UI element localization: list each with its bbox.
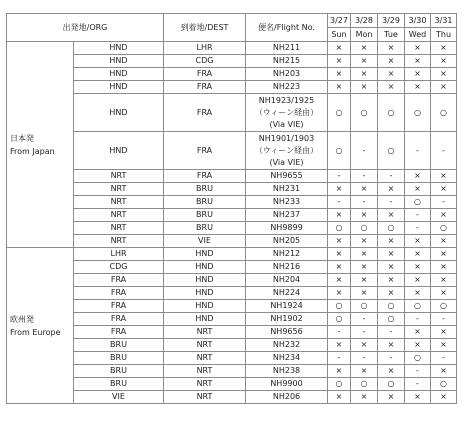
destination-cell: BRU xyxy=(164,183,246,196)
flight-no-cell xyxy=(246,94,328,132)
status-mark: × xyxy=(351,339,378,352)
flight-no-cell xyxy=(246,81,328,94)
status-mark: × xyxy=(351,209,378,222)
flight-status-table-container xyxy=(6,13,453,404)
status-mark: × xyxy=(431,209,457,222)
status-mark: - xyxy=(328,352,351,365)
flight-no-line: (Via VIE) xyxy=(269,119,304,129)
status-mark: ○ xyxy=(431,378,457,391)
region-label-line: 日本発 xyxy=(10,133,34,143)
status-mark: × xyxy=(351,287,378,300)
flight-no-cell xyxy=(246,378,328,391)
flight-no-line: NH203 xyxy=(272,69,301,78)
flight-no-cell xyxy=(246,183,328,196)
status-mark: × xyxy=(431,326,457,339)
flight-no-cell xyxy=(246,170,328,183)
destination-cell: NRT xyxy=(164,378,246,391)
destination-cell: NRT xyxy=(164,391,246,404)
status-mark: - xyxy=(328,196,351,209)
origin-cell: LHR xyxy=(74,248,164,261)
table-row xyxy=(7,196,457,209)
table-row xyxy=(7,68,457,81)
origin-cell: NRT xyxy=(74,170,164,183)
flight-no-cell xyxy=(246,287,328,300)
table-row xyxy=(7,339,457,352)
flight-no-line: NH215 xyxy=(272,56,301,65)
flight-no-line: NH9899 xyxy=(270,223,303,232)
origin-cell: HND xyxy=(74,42,164,55)
flight-no-line: NH233 xyxy=(272,197,301,206)
region-label-line: 欧州発 xyxy=(10,314,34,324)
flight-no-cell xyxy=(246,42,328,55)
destination-cell: VIE xyxy=(164,235,246,248)
status-mark: × xyxy=(351,365,378,378)
status-mark: × xyxy=(328,365,351,378)
flight-no-line: NH9656 xyxy=(270,327,303,336)
status-mark: - xyxy=(405,209,431,222)
destination-cell: NRT xyxy=(164,365,246,378)
status-mark: × xyxy=(405,170,431,183)
flight-no-line: （ウィーン経由） xyxy=(254,145,319,155)
status-mark: × xyxy=(351,235,378,248)
status-mark: - xyxy=(351,170,378,183)
status-mark: - xyxy=(378,170,405,183)
status-mark: ○ xyxy=(351,300,378,313)
destination-cell: FRA xyxy=(164,94,246,132)
status-mark: ○ xyxy=(378,300,405,313)
status-mark: × xyxy=(328,287,351,300)
status-mark: × xyxy=(431,365,457,378)
header-date: 3/30 xyxy=(405,14,431,28)
status-mark: × xyxy=(378,365,405,378)
flight-status-table xyxy=(6,13,457,404)
status-mark: × xyxy=(431,42,457,55)
status-mark: × xyxy=(405,81,431,94)
origin-cell: FRA xyxy=(74,300,164,313)
status-mark: - xyxy=(431,132,457,170)
status-mark: × xyxy=(431,183,457,196)
status-mark: - xyxy=(378,326,405,339)
flight-no-cell xyxy=(246,365,328,378)
destination-cell: CDG xyxy=(164,55,246,68)
table-header xyxy=(7,14,457,42)
origin-cell: BRU xyxy=(74,378,164,391)
status-mark: - xyxy=(405,313,431,326)
status-mark: × xyxy=(378,235,405,248)
status-mark: - xyxy=(378,352,405,365)
flight-no-line: NH223 xyxy=(272,82,301,91)
status-mark: × xyxy=(328,42,351,55)
status-mark: × xyxy=(405,248,431,261)
status-mark: ○ xyxy=(378,132,405,170)
destination-cell: NRT xyxy=(164,352,246,365)
status-mark: ○ xyxy=(328,300,351,313)
status-mark: × xyxy=(431,248,457,261)
status-mark: × xyxy=(351,274,378,287)
status-mark: - xyxy=(431,313,457,326)
status-mark: × xyxy=(328,261,351,274)
status-mark: ○ xyxy=(378,94,405,132)
status-mark: × xyxy=(431,55,457,68)
status-mark: × xyxy=(378,339,405,352)
status-mark: × xyxy=(328,183,351,196)
status-mark: - xyxy=(431,352,457,365)
status-mark: × xyxy=(431,339,457,352)
status-mark: - xyxy=(351,326,378,339)
flight-no-cell xyxy=(246,313,328,326)
status-mark: × xyxy=(431,81,457,94)
status-mark: ○ xyxy=(431,300,457,313)
status-mark: × xyxy=(378,68,405,81)
origin-cell: FRA xyxy=(74,313,164,326)
destination-cell: FRA xyxy=(164,132,246,170)
status-mark: ○ xyxy=(405,300,431,313)
origin-cell: CDG xyxy=(74,261,164,274)
table-row xyxy=(7,300,457,313)
flight-no-line: NH1901/1903 xyxy=(258,133,315,143)
status-mark: × xyxy=(405,326,431,339)
status-mark: × xyxy=(378,287,405,300)
status-mark: × xyxy=(378,391,405,404)
flight-no-cell xyxy=(246,300,328,313)
flight-no-line: NH224 xyxy=(272,288,301,297)
status-mark: × xyxy=(328,55,351,68)
status-mark: × xyxy=(351,391,378,404)
table-row xyxy=(7,222,457,235)
flight-no-line: NH234 xyxy=(272,353,301,362)
origin-cell: NRT xyxy=(74,222,164,235)
status-mark: × xyxy=(328,274,351,287)
table-row xyxy=(7,55,457,68)
status-mark: × xyxy=(351,55,378,68)
region-label-line: From Japan xyxy=(10,146,55,156)
destination-cell: HND xyxy=(164,300,246,313)
status-mark: × xyxy=(351,81,378,94)
header-date: 3/28 xyxy=(351,14,378,28)
status-mark: × xyxy=(328,81,351,94)
flight-no-cell xyxy=(246,391,328,404)
header-weekday: Tue xyxy=(378,28,405,42)
flight-no-cell xyxy=(246,55,328,68)
flight-no-line: NH231 xyxy=(272,184,301,193)
table-row xyxy=(7,81,457,94)
status-mark: × xyxy=(378,81,405,94)
status-mark: × xyxy=(405,261,431,274)
header-flight-no: 便名/Flight No. xyxy=(246,14,328,42)
status-mark: × xyxy=(328,339,351,352)
table-row xyxy=(7,248,457,261)
destination-cell: HND xyxy=(164,313,246,326)
flight-no-line: (Via VIE) xyxy=(269,157,304,167)
flight-no-line: NH237 xyxy=(272,210,301,219)
destination-cell: BRU xyxy=(164,196,246,209)
status-mark: - xyxy=(351,313,378,326)
status-mark: ○ xyxy=(328,222,351,235)
status-mark: × xyxy=(351,183,378,196)
destination-cell: HND xyxy=(164,274,246,287)
status-mark: × xyxy=(405,55,431,68)
origin-cell: VIE xyxy=(74,391,164,404)
header-origin: 出発地/ORG xyxy=(7,14,164,42)
status-mark: × xyxy=(351,248,378,261)
destination-cell: FRA xyxy=(164,68,246,81)
region-label xyxy=(7,248,74,404)
status-mark: - xyxy=(351,352,378,365)
destination-cell: FRA xyxy=(164,81,246,94)
status-mark: ○ xyxy=(328,378,351,391)
status-mark: - xyxy=(405,222,431,235)
header-date: 3/27 xyxy=(328,14,351,28)
header-weekday: Mon xyxy=(351,28,378,42)
table-row xyxy=(7,209,457,222)
origin-cell: HND xyxy=(74,55,164,68)
table-row xyxy=(7,94,457,132)
status-mark: - xyxy=(431,196,457,209)
status-mark: ○ xyxy=(405,196,431,209)
flight-no-line: NH1923/1925 xyxy=(258,95,315,105)
status-mark: ○ xyxy=(378,313,405,326)
status-mark: ○ xyxy=(351,378,378,391)
status-mark: × xyxy=(431,235,457,248)
destination-cell: BRU xyxy=(164,222,246,235)
header-destination: 到着地/DEST xyxy=(164,14,246,42)
header-weekday: Wed xyxy=(405,28,431,42)
table-row xyxy=(7,313,457,326)
status-mark: × xyxy=(405,183,431,196)
status-mark: × xyxy=(328,235,351,248)
table-row xyxy=(7,261,457,274)
header-date: 3/29 xyxy=(378,14,405,28)
status-mark: - xyxy=(405,132,431,170)
status-mark: ○ xyxy=(328,94,351,132)
destination-cell: HND xyxy=(164,287,246,300)
status-mark: - xyxy=(351,196,378,209)
status-mark: × xyxy=(431,261,457,274)
flight-no-cell xyxy=(246,196,328,209)
destination-cell: HND xyxy=(164,261,246,274)
origin-cell: HND xyxy=(74,81,164,94)
flight-no-cell xyxy=(246,132,328,170)
flight-no-line: NH9655 xyxy=(270,171,303,180)
table-row xyxy=(7,391,457,404)
flight-no-cell xyxy=(246,274,328,287)
status-mark: × xyxy=(328,209,351,222)
table-row xyxy=(7,365,457,378)
status-mark: ○ xyxy=(431,222,457,235)
flight-no-line: NH211 xyxy=(272,43,301,52)
flight-no-line: （ウィーン経由） xyxy=(254,107,319,117)
status-mark: ○ xyxy=(328,132,351,170)
flight-no-cell xyxy=(246,222,328,235)
flight-no-cell xyxy=(246,248,328,261)
status-mark: × xyxy=(405,68,431,81)
flight-no-cell xyxy=(246,68,328,81)
header-date: 3/31 xyxy=(431,14,457,28)
flight-no-line: NH1902 xyxy=(270,314,303,323)
destination-cell: NRT xyxy=(164,326,246,339)
table-row xyxy=(7,378,457,391)
status-mark: - xyxy=(328,170,351,183)
status-mark: ○ xyxy=(405,94,431,132)
origin-cell: BRU xyxy=(74,352,164,365)
flight-no-cell xyxy=(246,235,328,248)
status-mark: × xyxy=(378,42,405,55)
table-row xyxy=(7,287,457,300)
status-mark: × xyxy=(328,248,351,261)
status-mark: × xyxy=(351,261,378,274)
status-mark: - xyxy=(328,326,351,339)
table-row xyxy=(7,132,457,170)
status-mark: × xyxy=(405,42,431,55)
table-body xyxy=(7,42,457,404)
region-label-line: From Europe xyxy=(10,327,61,337)
origin-cell: NRT xyxy=(74,183,164,196)
flight-no-line: NH206 xyxy=(272,392,301,401)
status-mark: × xyxy=(431,68,457,81)
table-row xyxy=(7,235,457,248)
header-weekday: Thu xyxy=(431,28,457,42)
flight-no-line: NH9900 xyxy=(270,379,303,388)
status-mark: × xyxy=(431,391,457,404)
table-row xyxy=(7,326,457,339)
flight-no-cell xyxy=(246,326,328,339)
header-weekday: Sun xyxy=(328,28,351,42)
origin-cell: BRU xyxy=(74,365,164,378)
status-mark: × xyxy=(351,42,378,55)
origin-cell: HND xyxy=(74,132,164,170)
status-mark: - xyxy=(351,132,378,170)
origin-cell: NRT xyxy=(74,209,164,222)
status-mark: × xyxy=(351,68,378,81)
destination-cell: LHR xyxy=(164,42,246,55)
status-mark: × xyxy=(378,209,405,222)
origin-cell: NRT xyxy=(74,196,164,209)
status-mark: × xyxy=(328,391,351,404)
status-mark: × xyxy=(405,287,431,300)
status-mark: ○ xyxy=(328,313,351,326)
origin-cell: FRA xyxy=(74,326,164,339)
region-label xyxy=(7,42,74,248)
table-row xyxy=(7,42,457,55)
flight-no-line: NH204 xyxy=(272,275,301,284)
status-mark: × xyxy=(405,235,431,248)
status-mark: × xyxy=(378,261,405,274)
status-mark: - xyxy=(405,378,431,391)
status-mark: × xyxy=(431,170,457,183)
origin-cell: HND xyxy=(74,68,164,81)
flight-no-cell xyxy=(246,261,328,274)
destination-cell: BRU xyxy=(164,209,246,222)
origin-cell: BRU xyxy=(74,339,164,352)
flight-no-cell xyxy=(246,209,328,222)
status-mark: × xyxy=(378,248,405,261)
table-row xyxy=(7,183,457,196)
flight-no-line: NH216 xyxy=(272,262,301,271)
flight-no-line: NH205 xyxy=(272,236,301,245)
status-mark: ○ xyxy=(405,352,431,365)
status-mark: × xyxy=(328,68,351,81)
origin-cell: HND xyxy=(74,94,164,132)
flight-no-cell xyxy=(246,352,328,365)
status-mark: × xyxy=(378,183,405,196)
status-mark: ○ xyxy=(378,222,405,235)
origin-cell: FRA xyxy=(74,287,164,300)
table-row xyxy=(7,274,457,287)
status-mark: ○ xyxy=(351,94,378,132)
status-mark: × xyxy=(405,391,431,404)
status-mark: - xyxy=(405,365,431,378)
destination-cell: FRA xyxy=(164,170,246,183)
origin-cell: NRT xyxy=(74,235,164,248)
status-mark: × xyxy=(378,55,405,68)
flight-no-line: NH212 xyxy=(272,249,301,258)
flight-no-line: NH238 xyxy=(272,366,301,375)
origin-cell: FRA xyxy=(74,274,164,287)
table-row xyxy=(7,170,457,183)
status-mark: × xyxy=(405,339,431,352)
status-mark: - xyxy=(378,196,405,209)
destination-cell: HND xyxy=(164,248,246,261)
status-mark: × xyxy=(378,274,405,287)
status-mark: × xyxy=(431,274,457,287)
status-mark: × xyxy=(431,287,457,300)
flight-no-cell xyxy=(246,339,328,352)
status-mark: ○ xyxy=(431,94,457,132)
destination-cell: NRT xyxy=(164,339,246,352)
status-mark: ○ xyxy=(378,378,405,391)
status-mark: × xyxy=(405,274,431,287)
flight-no-line: NH232 xyxy=(272,340,301,349)
flight-no-line: NH1924 xyxy=(270,301,303,310)
table-row xyxy=(7,352,457,365)
status-mark: ○ xyxy=(351,222,378,235)
